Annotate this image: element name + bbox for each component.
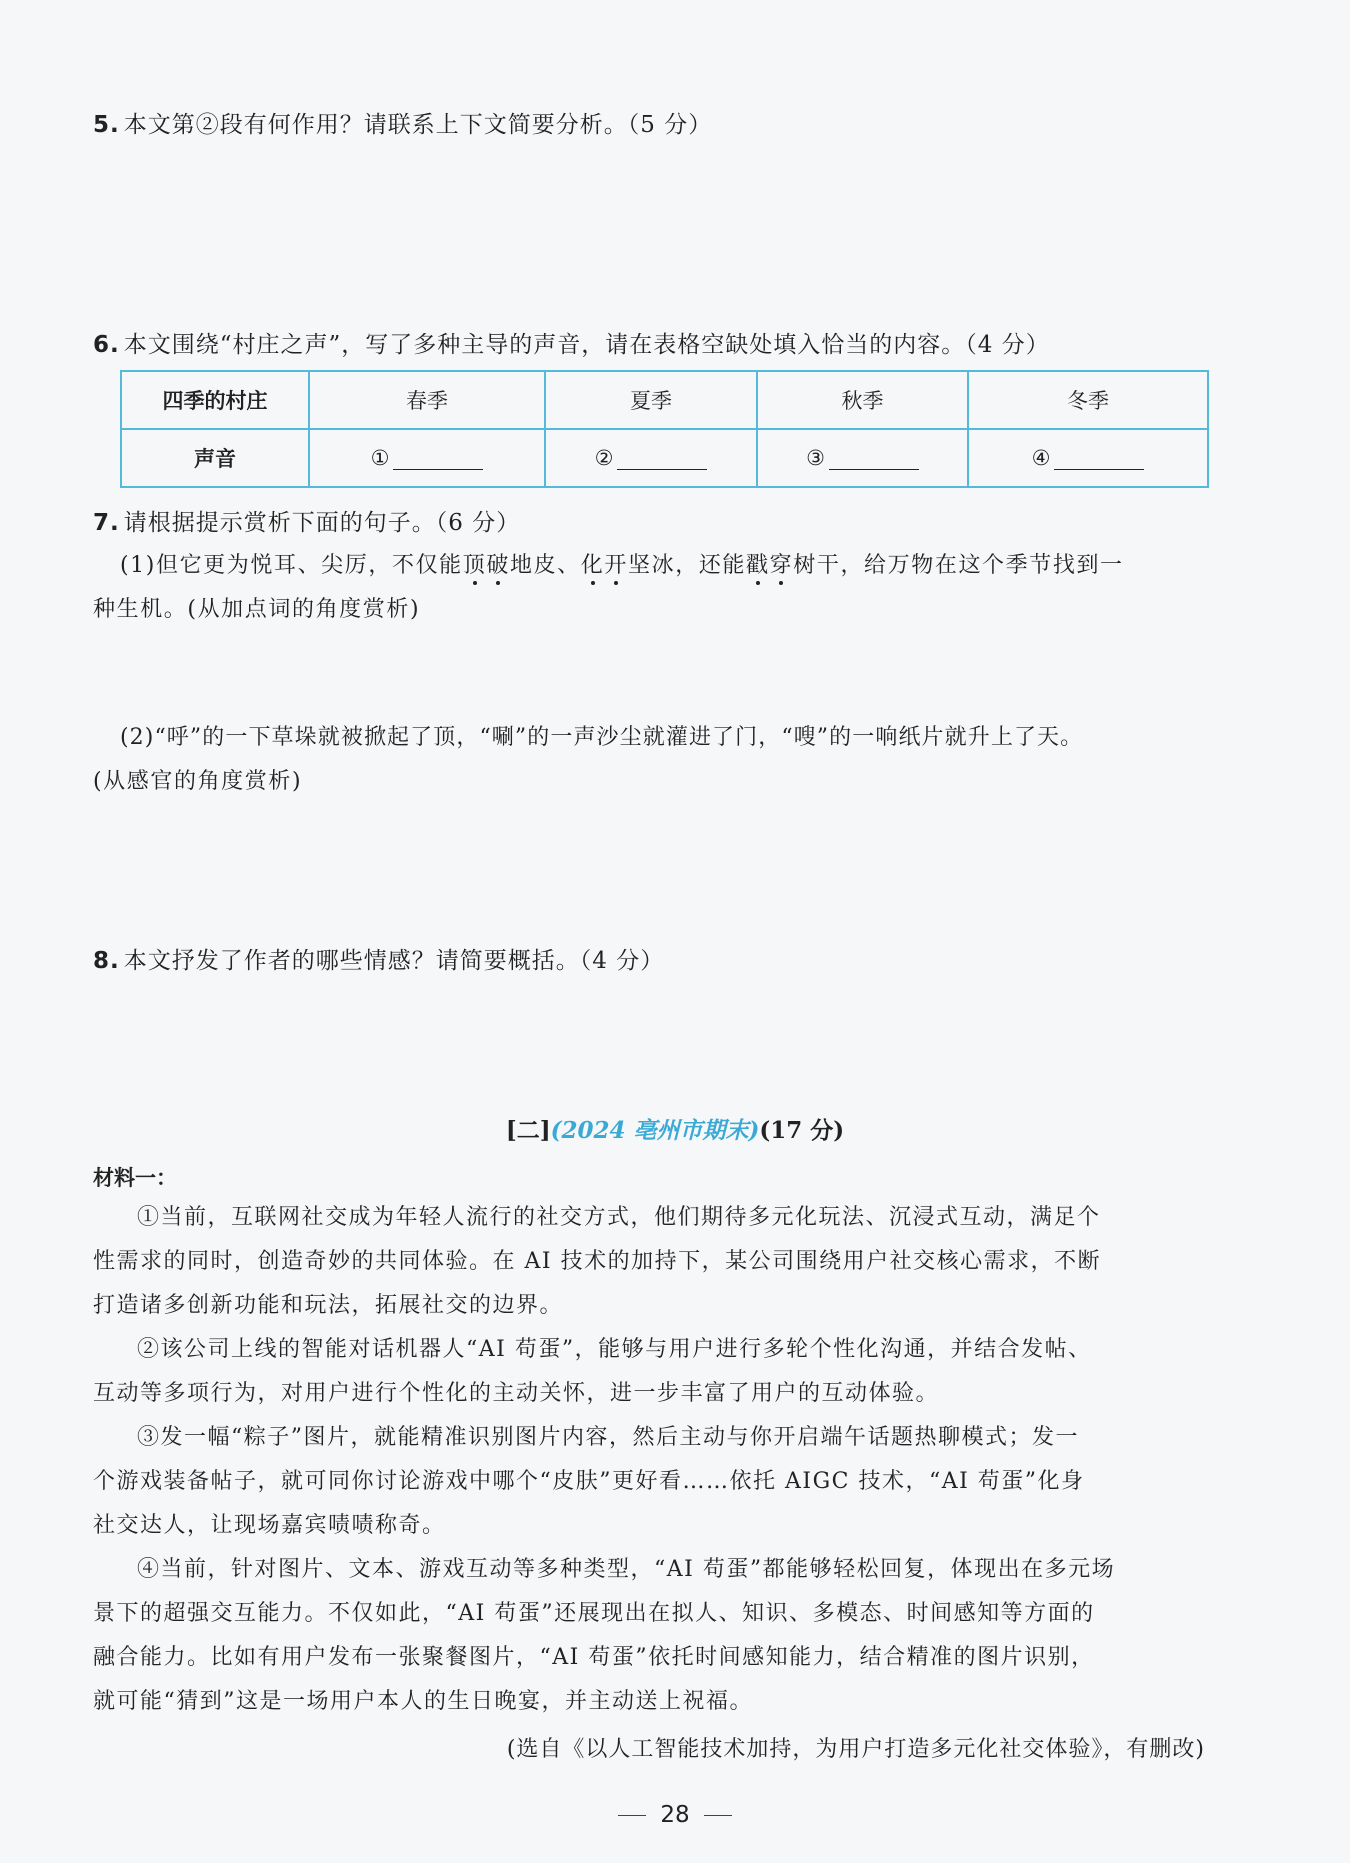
blank-line	[393, 449, 483, 470]
blank-marker: ②	[594, 446, 614, 470]
section-source: (2024 亳州市期末)	[550, 1117, 760, 1144]
question-7-sentence-2-line-1: (2)“呼”的一下草垛就被掀起了顶，“唰”的一声沙尘就灌进了门，“嗖”的一响纸片就升上了天。	[120, 725, 1084, 750]
dotted-word	[746, 553, 793, 578]
material-title: 材料一：	[93, 1166, 177, 1190]
dotted-word-text	[746, 553, 793, 578]
footer-dash	[618, 1815, 646, 1816]
dotted-char: 破	[486, 553, 510, 578]
question-7	[93, 504, 520, 537]
paragraph-line: 性需求的同时，创造奇妙的共同体验。在 AI 技术的加持下，某公司围绕用户社交核心需求，不断	[93, 1249, 1102, 1274]
paragraph-line: ③发一幅“粽子”图片，就能精准识别图片内容，然后主动与你开启端午话题热聊模式；发一	[137, 1425, 1079, 1450]
question-5	[93, 106, 712, 139]
question-7-text: 请根据提示赏析下面的句子。（6 分）	[123, 510, 521, 536]
blank-line	[617, 449, 707, 470]
sentence-text: 树干，给万物在这个季节找到一	[793, 553, 1124, 578]
table-row	[121, 429, 1208, 487]
dotted-word	[463, 553, 510, 578]
table-header-cell: 四季的村庄	[121, 371, 309, 429]
paragraph-line: ②该公司上线的智能对话机器人“AI 苟蛋”，能够与用户进行多轮个性化沟通，并结合发帖、	[137, 1337, 1092, 1362]
table-header-cell: 秋季	[757, 371, 968, 429]
dotted-word-text	[463, 553, 510, 578]
table-row-label: 声音	[121, 429, 309, 487]
blank-marker: ①	[370, 446, 390, 470]
sentence-text: (1)但它更为悦耳、尖厉，不仅能	[120, 553, 463, 578]
dotted-char: 开	[604, 553, 629, 578]
paragraph-line: 景下的超强交互能力。不仅如此，“AI 苟蛋”还展现出在拟人、知识、多模态、时间感知等方面的	[93, 1601, 1095, 1626]
table-header-cell: 冬季	[968, 371, 1208, 429]
question-5-text: 本文第②段有何作用？请联系上下文简要分析。（5 分）	[123, 112, 713, 138]
table-header-row	[121, 371, 1208, 429]
paragraph-line: 就可能“猜到”这是一场用户本人的生日晚宴，并主动送上祝福。	[93, 1689, 753, 1714]
material-paragraph-3	[93, 1416, 1208, 1548]
dotted-char: 穿	[769, 553, 794, 578]
blank-cell[interactable]	[968, 429, 1208, 487]
footer-dash	[704, 1815, 732, 1816]
question-7-sentence-2-line-2: (从感官的角度赏析)	[93, 769, 303, 794]
question-8	[93, 942, 664, 975]
blank-cell[interactable]	[545, 429, 757, 487]
material-paragraph-4	[93, 1548, 1208, 1724]
dotted-word	[581, 553, 628, 578]
material-source: (选自《以人工智能技术加持，为用户打造多元化社交体验》，有删改)	[506, 1737, 1205, 1762]
material-paragraph-1	[93, 1196, 1208, 1328]
sentence-text: 地皮、	[509, 553, 581, 578]
blank-marker: ④	[1031, 446, 1051, 470]
question-6	[93, 326, 1050, 359]
paragraph-line: 融合能力。比如有用户发布一张聚餐图片，“AI 苟蛋”依托时间感知能力，结合精准的图片识别，	[93, 1645, 1095, 1670]
page-number-footer	[0, 1802, 1350, 1828]
blank-cell[interactable]	[757, 429, 968, 487]
section-heading	[0, 1112, 1350, 1145]
dotted-word-text	[581, 553, 628, 578]
blank-line	[829, 449, 919, 470]
blank-marker: ③	[806, 446, 825, 470]
seasons-table	[120, 370, 1209, 488]
paragraph-line: 社交达人，让现场嘉宾啧啧称奇。	[93, 1513, 446, 1538]
page-number: 28	[660, 1802, 690, 1828]
paragraph-line: ①当前，互联网社交成为年轻人流行的社交方式，他们期待多元化玩法、沉浸式互动，满足个	[137, 1205, 1101, 1230]
material-paragraph-2	[93, 1328, 1208, 1416]
paragraph-line: 个游戏装备帖子，就可同你讨论游戏中哪个“皮肤”更好看……依托 AIGC 技术，“AI 苟蛋”化身	[93, 1469, 1085, 1494]
question-8-text: 本文抒发了作者的哪些情感？请简要概括。（4 分）	[123, 948, 665, 974]
question-6-text: 本文围绕“村庄之声”，写了多种主导的声音，请在表格空缺处填入恰当的内容。（4 分）	[123, 332, 1050, 358]
blank-line	[1054, 449, 1144, 470]
question-6-number: 6.	[93, 332, 120, 358]
paragraph-line: ④当前，针对图片、文本、游戏互动等多种类型，“AI 苟蛋”都能够轻松回复，体现出在多元场	[137, 1557, 1116, 1582]
paragraph-line: 互动等多项行为，对用户进行个性化的主动关怀，进一步丰富了用户的互动体验。	[93, 1381, 940, 1406]
question-8-number: 8.	[93, 948, 120, 974]
question-7-number: 7.	[93, 510, 120, 536]
sentence-text: 坚冰，还能	[628, 553, 747, 578]
table-header-cell: 春季	[309, 371, 545, 429]
section-open: [二]	[505, 1117, 551, 1144]
section-score: (17 分)	[759, 1117, 845, 1144]
blank-cell[interactable]	[309, 429, 545, 487]
dotted-char: 戳	[746, 553, 770, 578]
question-7-sentence-1-line-1	[120, 548, 1124, 579]
dotted-char: 化	[580, 553, 605, 578]
question-7-sentence-1-line-2: 种生机。(从加点词的角度赏析)	[93, 597, 421, 622]
dotted-char: 顶	[462, 553, 487, 578]
paragraph-line: 打造诸多创新功能和玩法，拓展社交的边界。	[93, 1293, 564, 1318]
table-header-cell: 夏季	[545, 371, 757, 429]
question-5-number: 5.	[93, 112, 120, 138]
